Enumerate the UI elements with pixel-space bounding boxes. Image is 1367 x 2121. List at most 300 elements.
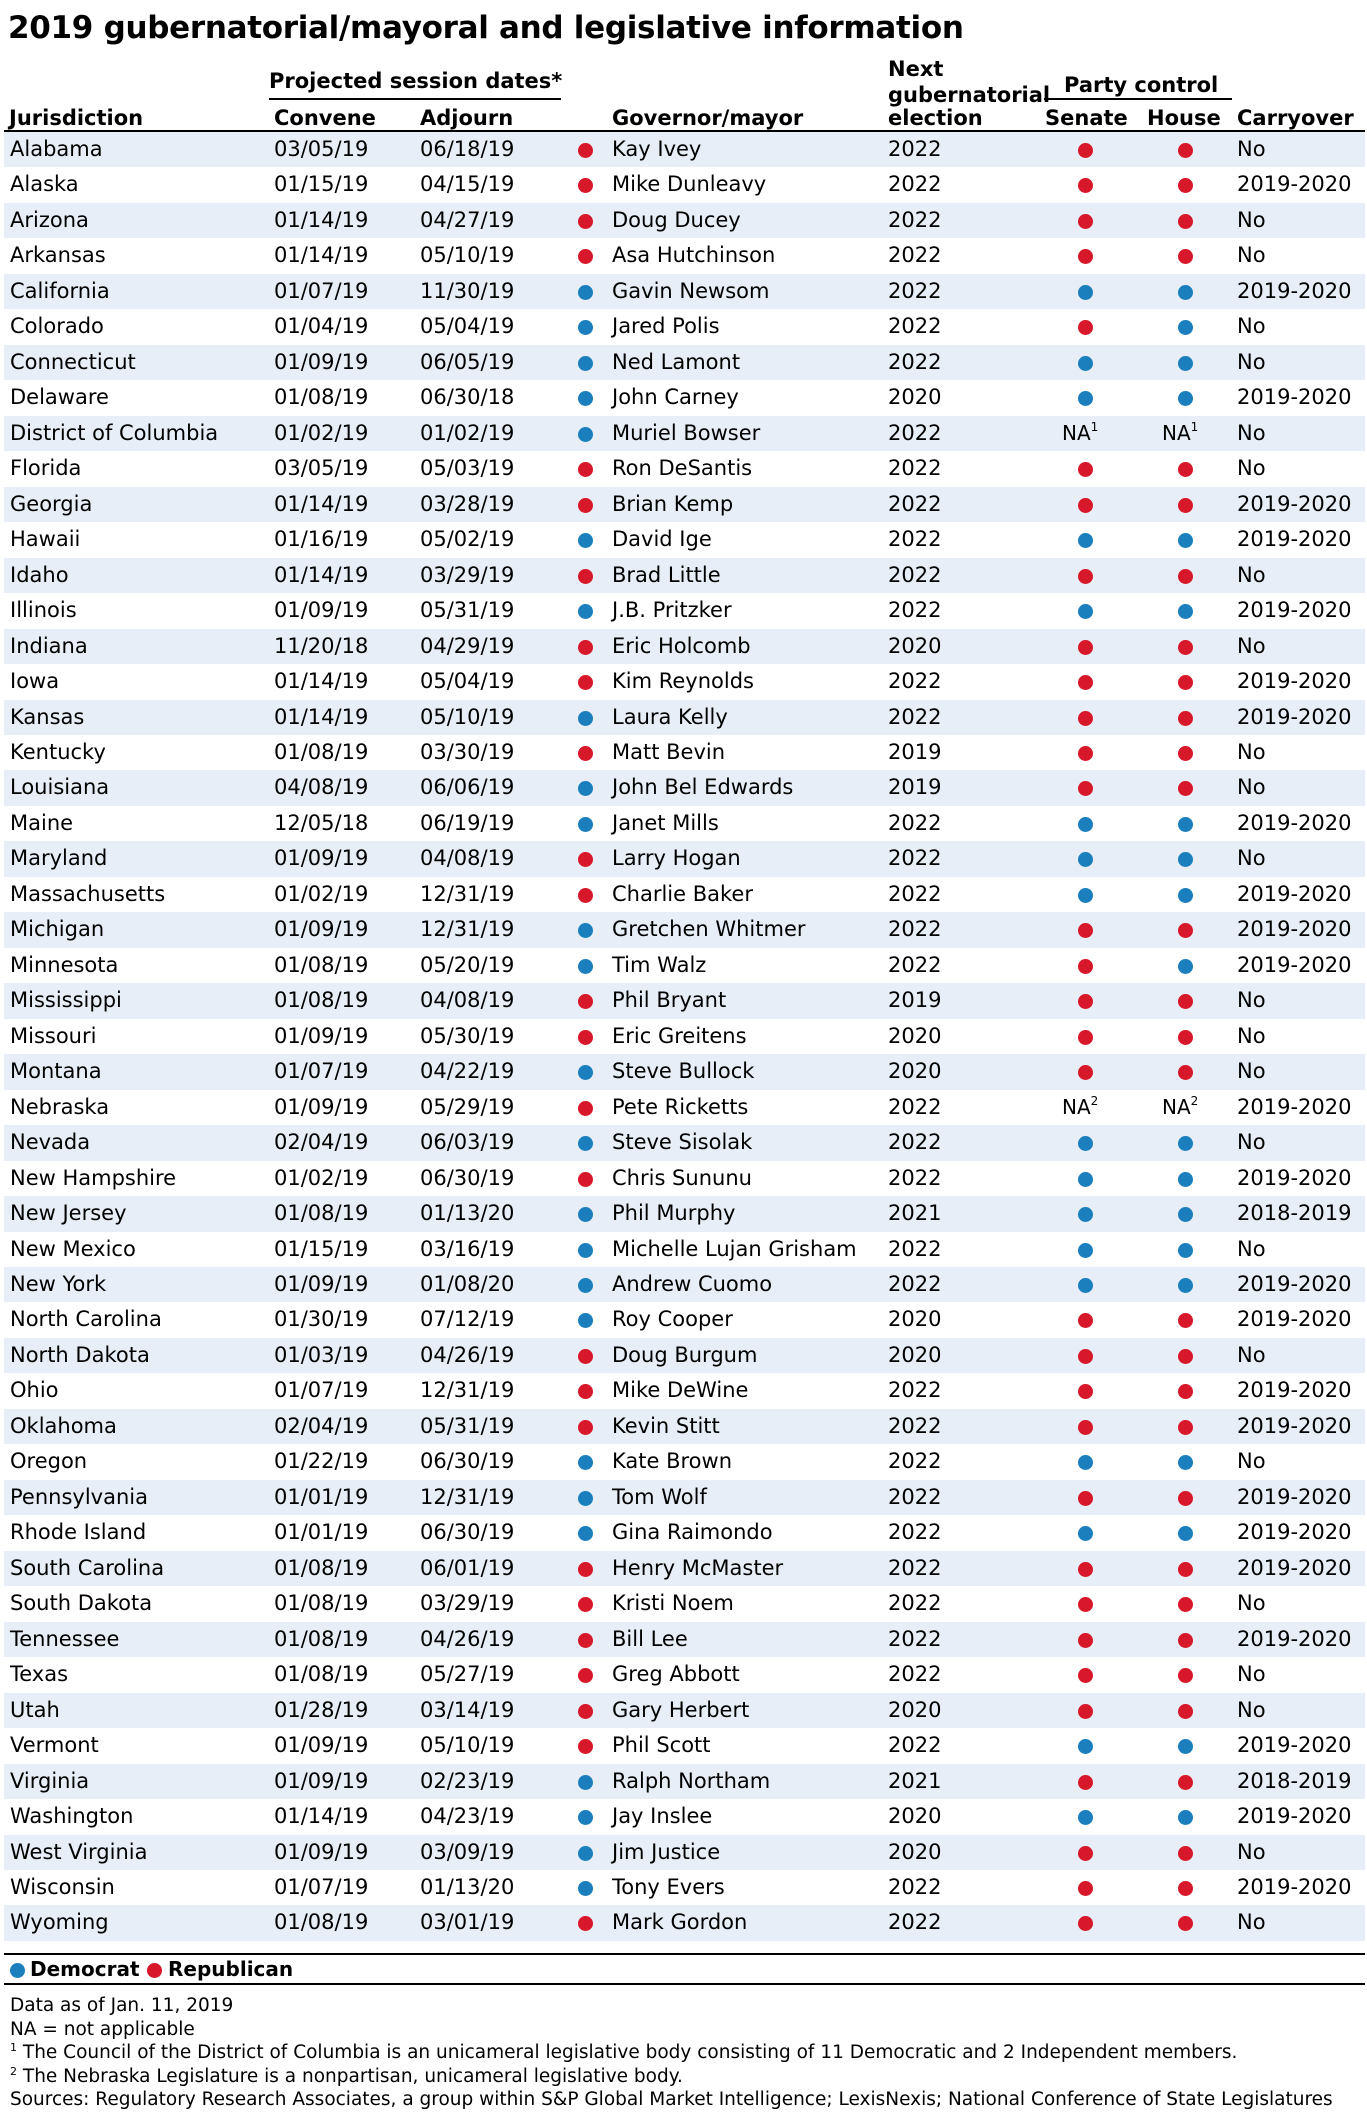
- governor-party-dot: [578, 498, 593, 513]
- carryover-cell: No: [1237, 1236, 1266, 1261]
- table-row: [4, 274, 1365, 309]
- jurisdiction-cell: North Carolina: [10, 1307, 162, 1332]
- carryover-cell: 2019-2020: [1237, 1804, 1352, 1829]
- next-election-header-3: election: [888, 106, 983, 130]
- house-party-dot: [1178, 1384, 1193, 1399]
- page-title: 2019 gubernatorial/mayoral and legislative information: [8, 10, 964, 46]
- house-party-dot: [1178, 1846, 1193, 1861]
- convene-date-cell: 01/08/19: [274, 1555, 369, 1580]
- house-party-dot: [1178, 1491, 1193, 1506]
- governor-name-cell: Henry McMaster: [612, 1555, 784, 1580]
- jurisdiction-cell: Hawaii: [10, 527, 81, 552]
- senate-party-dot: [1078, 1633, 1093, 1648]
- house-party-dot: [1178, 1704, 1193, 1719]
- carryover-cell: 2019-2020: [1237, 1733, 1352, 1758]
- senate-party-dot: [1078, 1172, 1093, 1187]
- senate-party-dot: [1078, 1278, 1093, 1293]
- democrat-legend-dot: [10, 1963, 25, 1978]
- data-as-of-note: Data as of Jan. 11, 2019: [10, 1995, 234, 2016]
- carryover-cell: No: [1237, 314, 1266, 339]
- senate-party-dot: [1078, 781, 1093, 796]
- convene-date-cell: 01/09/19: [274, 1768, 369, 1793]
- governor-name-cell: John Carney: [612, 385, 739, 410]
- senate-party-dot: [1078, 143, 1093, 158]
- house-na-text: NA: [1162, 1094, 1191, 1119]
- governor-party-dot: [578, 711, 593, 726]
- sources-note: Sources: Regulatory Research Associates, a group within S&P Global Market Intelligence; LexisNexis; National Conference of State Legislatures: [10, 2089, 1333, 2110]
- table-row: [4, 1196, 1365, 1231]
- next-election-cell: 2019: [888, 988, 942, 1013]
- jurisdiction-cell: Arkansas: [10, 243, 106, 268]
- senate-party-dot: [1078, 533, 1093, 548]
- carryover-cell: 2019-2020: [1237, 278, 1352, 303]
- adjourn-date-cell: 06/06/19: [420, 775, 515, 800]
- jurisdiction-cell: Connecticut: [10, 349, 136, 374]
- adjourn-date-cell: 06/18/19: [420, 137, 515, 161]
- table-row: [4, 1302, 1365, 1337]
- footnote-2-text: The Nebraska Legislature is a nonpartisan, unicameral legislative body.: [22, 2065, 683, 2087]
- jurisdiction-cell: Maine: [10, 810, 74, 835]
- governor-party-dot: [578, 462, 593, 477]
- house-header: House: [1147, 106, 1221, 130]
- table-row: [4, 1373, 1365, 1408]
- governor-party-dot: [578, 1810, 593, 1825]
- jurisdiction-cell: Alaska: [10, 172, 79, 197]
- jurisdiction-cell: Wyoming: [10, 1910, 109, 1935]
- governor-name-cell: Chris Sununu: [612, 1165, 752, 1190]
- convene-date-cell: 01/28/19: [274, 1697, 369, 1722]
- next-election-cell: 2022: [888, 917, 942, 942]
- house-party-dot: [1178, 1916, 1193, 1931]
- governor-party-dot: [578, 1846, 593, 1861]
- house-party-dot: [1178, 1455, 1193, 1470]
- convene-date-cell: 01/02/19: [274, 420, 369, 445]
- convene-date-cell: 01/08/19: [274, 1662, 369, 1687]
- senate-party-dot: [1078, 888, 1093, 903]
- next-election-cell: 2019: [888, 739, 942, 764]
- governor-name-cell: Kevin Stitt: [612, 1413, 720, 1438]
- carryover-cell: 2019-2020: [1237, 1094, 1352, 1119]
- senate-party-dot: [1078, 1810, 1093, 1825]
- governor-header: Governor/mayor: [612, 106, 804, 130]
- governor-name-cell: Laura Kelly: [612, 704, 728, 729]
- footnote-1-mark: 1: [10, 2041, 17, 2054]
- convene-date-cell: 01/14/19: [274, 669, 369, 694]
- adjourn-date-cell: 03/28/19: [420, 491, 515, 516]
- house-party-dot: [1178, 391, 1193, 406]
- jurisdiction-cell: Maryland: [10, 846, 108, 871]
- adjourn-date-cell: 04/23/19: [420, 1804, 515, 1829]
- senate-party-dot: [1078, 1562, 1093, 1577]
- table-row: [4, 1409, 1365, 1444]
- carryover-header: Carryover: [1237, 106, 1354, 130]
- next-election-cell: 2022: [888, 1910, 942, 1935]
- convene-date-cell: 01/08/19: [274, 385, 369, 410]
- jurisdiction-table: [4, 130, 1365, 1941]
- house-party-dot: [1178, 462, 1193, 477]
- governor-party-dot: [578, 178, 593, 193]
- senate-party-dot: [1078, 959, 1093, 974]
- governor-name-cell: Tony Evers: [612, 1874, 725, 1899]
- governor-name-cell: Pete Ricketts: [612, 1094, 749, 1119]
- next-election-cell: 2022: [888, 1272, 942, 1296]
- governor-party-dot: [578, 1101, 593, 1116]
- adjourn-date-cell: 04/26/19: [420, 1626, 515, 1651]
- governor-party-dot: [578, 1136, 593, 1151]
- convene-date-cell: 01/03/19: [274, 1342, 369, 1367]
- next-election-cell: 2020: [888, 1804, 942, 1829]
- senate-party-dot: [1078, 214, 1093, 229]
- next-election-cell: 2020: [888, 1059, 942, 1084]
- table-row: [4, 1693, 1365, 1728]
- table-row: [4, 487, 1365, 522]
- table-row: [4, 416, 1365, 451]
- na-note: NA = not applicable: [10, 2018, 195, 2040]
- convene-date-cell: 01/07/19: [274, 278, 369, 303]
- house-party-dot: [1178, 1881, 1193, 1896]
- next-election-cell: 2020: [888, 385, 942, 410]
- governor-name-cell: Ned Lamont: [612, 349, 741, 374]
- convene-date-cell: 01/22/19: [274, 1449, 369, 1474]
- next-election-cell: 2021: [888, 1768, 942, 1793]
- senate-party-dot: [1078, 462, 1093, 477]
- senate-party-dot: [1078, 1136, 1093, 1151]
- convene-date-cell: 01/09/19: [274, 1023, 369, 1048]
- carryover-cell: No: [1237, 349, 1266, 374]
- next-election-cell: 2020: [888, 1023, 942, 1048]
- senate-na-footnote-mark: 2: [1090, 1093, 1099, 1108]
- table-row: [4, 238, 1365, 273]
- governor-name-cell: Gary Herbert: [612, 1697, 750, 1722]
- house-party-dot: [1178, 249, 1193, 264]
- convene-date-cell: 01/08/19: [274, 988, 369, 1013]
- governor-name-cell: Charlie Baker: [612, 881, 753, 906]
- next-election-cell: 2020: [888, 1839, 942, 1864]
- next-election-cell: 2022: [888, 1520, 942, 1545]
- convene-date-cell: 01/14/19: [274, 207, 369, 232]
- carryover-cell: No: [1237, 633, 1266, 658]
- house-na: [1162, 416, 1198, 451]
- governor-name-cell: Tom Wolf: [612, 1484, 707, 1509]
- carryover-cell: No: [1237, 775, 1266, 800]
- table-row: [4, 1551, 1365, 1586]
- carryover-cell: 2019-2020: [1237, 881, 1352, 906]
- house-party-dot: [1178, 1775, 1193, 1790]
- next-election-cell: 2022: [888, 881, 942, 906]
- convene-date-cell: 02/04/19: [274, 1130, 369, 1155]
- convene-date-cell: 01/30/19: [274, 1307, 369, 1332]
- jurisdiction-cell: Pennsylvania: [10, 1484, 148, 1509]
- governor-name-cell: Gretchen Whitmer: [612, 917, 806, 942]
- next-election-cell: 2022: [888, 420, 942, 445]
- governor-party-dot: [578, 1313, 593, 1328]
- adjourn-date-cell: 06/30/19: [420, 1520, 515, 1545]
- house-party-dot: [1178, 604, 1193, 619]
- house-party-dot: [1178, 1278, 1193, 1293]
- jurisdiction-cell: Idaho: [10, 562, 69, 587]
- convene-date-cell: 02/04/19: [274, 1413, 369, 1438]
- house-party-dot: [1178, 285, 1193, 300]
- adjourn-date-cell: 04/26/19: [420, 1342, 515, 1367]
- senate-party-dot: [1078, 746, 1093, 761]
- governor-name-cell: Kate Brown: [612, 1449, 733, 1474]
- governor-name-cell: Mike Dunleavy: [612, 172, 767, 197]
- next-election-cell: 2022: [888, 810, 942, 835]
- jurisdiction-cell: California: [10, 278, 110, 303]
- republican-legend-dot: [147, 1963, 162, 1978]
- governor-name-cell: Phil Bryant: [612, 988, 727, 1013]
- table-row: [4, 1338, 1365, 1373]
- jurisdiction-cell: Nebraska: [10, 1094, 110, 1119]
- adjourn-date-cell: 03/29/19: [420, 562, 515, 587]
- governor-name-cell: Michelle Lujan Grisham: [612, 1236, 857, 1261]
- governor-name-cell: Matt Bevin: [612, 739, 726, 764]
- jurisdiction-cell: New York: [10, 1272, 107, 1296]
- convene-date-cell: 01/14/19: [274, 1804, 369, 1829]
- adjourn-date-cell: 04/08/19: [420, 846, 515, 871]
- table-row: [4, 1090, 1365, 1125]
- house-party-dot: [1178, 1633, 1193, 1648]
- convene-date-cell: 03/05/19: [274, 456, 369, 481]
- table-row: [4, 806, 1365, 841]
- jurisdiction-cell: Delaware: [10, 385, 109, 410]
- adjourn-date-cell: 03/01/19: [420, 1910, 515, 1935]
- senate-party-dot: [1078, 604, 1093, 619]
- jurisdiction-cell: Ohio: [10, 1378, 59, 1403]
- jurisdiction-cell: Colorado: [10, 314, 104, 339]
- senate-party-dot: [1078, 1526, 1093, 1541]
- senate-party-dot: [1078, 356, 1093, 371]
- convene-date-cell: 01/08/19: [274, 1591, 369, 1616]
- jurisdiction-cell: Oregon: [10, 1449, 88, 1474]
- adjourn-date-cell: 05/03/19: [420, 456, 515, 481]
- jurisdiction-cell: Illinois: [10, 598, 77, 623]
- senate-party-dot: [1078, 1739, 1093, 1754]
- table-row: [4, 1161, 1365, 1196]
- governor-party-dot: [578, 1065, 593, 1080]
- carryover-cell: 2019-2020: [1237, 810, 1352, 835]
- jurisdiction-cell: Nevada: [10, 1130, 91, 1155]
- carryover-cell: 2019-2020: [1237, 1555, 1352, 1580]
- governor-party-dot: [578, 959, 593, 974]
- next-election-cell: 2022: [888, 598, 942, 623]
- governor-party-dot: [578, 1916, 593, 1931]
- governor-name-cell: Janet Mills: [612, 810, 719, 835]
- governor-party-dot: [578, 888, 593, 903]
- adjourn-date-cell: 11/30/19: [420, 278, 515, 303]
- next-election-cell: 2022: [888, 1094, 942, 1119]
- adjourn-date-cell: 06/30/19: [420, 1449, 515, 1474]
- next-election-cell: 2022: [888, 669, 942, 694]
- adjourn-date-cell: 01/02/19: [420, 420, 515, 445]
- governor-party-dot: [578, 1526, 593, 1541]
- next-election-cell: 2022: [888, 1449, 942, 1474]
- party-control-underline: [1044, 98, 1232, 100]
- governor-party-dot: [578, 1172, 593, 1187]
- house-party-dot: [1178, 1739, 1193, 1754]
- footnote-1: [10, 2041, 1333, 2065]
- adjourn-date-cell: 05/10/19: [420, 243, 515, 268]
- governor-name-cell: Doug Ducey: [612, 207, 741, 232]
- jurisdiction-cell: Utah: [10, 1697, 60, 1722]
- next-election-cell: 2022: [888, 562, 942, 587]
- carryover-cell: No: [1237, 243, 1266, 268]
- carryover-cell: 2019-2020: [1237, 1484, 1352, 1509]
- governor-name-cell: Greg Abbott: [612, 1662, 740, 1687]
- senate-party-dot: [1078, 1668, 1093, 1683]
- next-election-cell: 2022: [888, 1555, 942, 1580]
- governor-party-dot: [578, 604, 593, 619]
- next-election-header-2: gubernatorial: [888, 83, 1051, 107]
- senate-na-footnote-mark: 1: [1090, 419, 1099, 434]
- table-row: [4, 1657, 1365, 1692]
- governor-name-cell: J.B. Pritzker: [612, 598, 732, 623]
- adjourn-date-cell: 03/16/19: [420, 1236, 515, 1261]
- house-party-dot: [1178, 1243, 1193, 1258]
- adjourn-date-cell: 05/02/19: [420, 527, 515, 552]
- next-election-cell: 2022: [888, 1236, 942, 1261]
- jurisdiction-cell: New Hampshire: [10, 1165, 177, 1190]
- senate-party-dot: [1078, 320, 1093, 335]
- convene-date-cell: 01/08/19: [274, 952, 369, 977]
- next-election-cell: 2022: [888, 1165, 942, 1190]
- carryover-cell: No: [1237, 846, 1266, 871]
- adjourn-date-cell: 06/05/19: [420, 349, 515, 374]
- carryover-cell: No: [1237, 739, 1266, 764]
- next-election-cell: 2022: [888, 1484, 942, 1509]
- next-election-cell: 2022: [888, 1626, 942, 1651]
- footnote-1-text: The Council of the District of Columbia is an unicameral legislative body consisting of 11 Democratic and 2 Independent members.: [22, 2042, 1238, 2063]
- next-election-cell: 2022: [888, 1874, 942, 1899]
- house-party-dot: [1178, 1136, 1193, 1151]
- carryover-cell: 2019-2020: [1237, 1413, 1352, 1438]
- adjourn-date-cell: 05/30/19: [420, 1023, 515, 1048]
- senate-na-text: NA: [1062, 420, 1091, 445]
- governor-party-dot: [578, 1562, 593, 1577]
- senate-party-dot: [1078, 1704, 1093, 1719]
- adjourn-date-cell: 05/29/19: [420, 1094, 515, 1119]
- jurisdiction-cell: South Dakota: [10, 1591, 153, 1616]
- table-row: [4, 1515, 1365, 1550]
- jurisdiction-cell: Georgia: [10, 491, 93, 516]
- governor-party-dot: [578, 214, 593, 229]
- house-party-dot: [1178, 1562, 1193, 1577]
- table-row: [4, 1728, 1365, 1763]
- governor-party-dot: [578, 1278, 593, 1293]
- jurisdiction-cell: Oklahoma: [10, 1413, 117, 1438]
- next-election-cell: 2022: [888, 243, 942, 268]
- governor-party-dot: [578, 1030, 593, 1045]
- jurisdiction-cell: Kansas: [10, 704, 85, 729]
- governor-name-cell: Gavin Newsom: [612, 278, 770, 303]
- governor-name-cell: Andrew Cuomo: [612, 1272, 773, 1296]
- table-row: [4, 700, 1365, 735]
- table-row: [4, 345, 1365, 380]
- governor-name-cell: Asa Hutchinson: [612, 243, 776, 268]
- carryover-cell: 2019-2020: [1237, 1520, 1352, 1545]
- governor-name-cell: Ralph Northam: [612, 1768, 771, 1793]
- table-row: [4, 664, 1365, 699]
- adjourn-date-cell: 12/31/19: [420, 1378, 515, 1403]
- convene-date-cell: 01/08/19: [274, 1626, 369, 1651]
- next-election-cell: 2022: [888, 1130, 942, 1155]
- senate-party-dot: [1078, 1030, 1093, 1045]
- governor-name-cell: Phil Scott: [612, 1733, 711, 1758]
- convene-date-cell: 01/01/19: [274, 1520, 369, 1545]
- carryover-cell: No: [1237, 988, 1266, 1013]
- governor-name-cell: Jay Inslee: [612, 1804, 713, 1829]
- adjourn-date-cell: 05/10/19: [420, 1733, 515, 1758]
- carryover-cell: 2019-2020: [1237, 598, 1352, 623]
- senate-party-dot: [1078, 1846, 1093, 1861]
- governor-name-cell: Eric Greitens: [612, 1023, 747, 1048]
- adjourn-date-cell: 04/29/19: [420, 633, 515, 658]
- house-party-dot: [1178, 1065, 1193, 1080]
- convene-date-cell: 03/05/19: [274, 137, 369, 161]
- convene-date-cell: 01/09/19: [274, 349, 369, 374]
- table-row: [4, 1125, 1365, 1160]
- governor-name-cell: Steve Bullock: [612, 1059, 755, 1084]
- adjourn-date-cell: 01/08/20: [420, 1272, 515, 1296]
- next-election-header-1: Next: [888, 57, 944, 81]
- house-party-dot: [1178, 214, 1193, 229]
- table-row: [4, 1267, 1365, 1302]
- governor-party-dot: [578, 994, 593, 1009]
- governor-party-dot: [578, 320, 593, 335]
- governor-name-cell: Kim Reynolds: [612, 669, 754, 694]
- senate-party-dot: [1078, 498, 1093, 513]
- table-row: [4, 1622, 1365, 1657]
- adjourn-date-cell: 04/22/19: [420, 1059, 515, 1084]
- house-party-dot: [1178, 1030, 1193, 1045]
- jurisdiction-cell: Tennessee: [10, 1626, 120, 1651]
- convene-date-cell: 01/14/19: [274, 243, 369, 268]
- party-control-header: Party control: [1064, 73, 1219, 97]
- jurisdiction-cell: Vermont: [10, 1733, 99, 1758]
- adjourn-header: Adjourn: [420, 106, 514, 130]
- table-row: [4, 167, 1365, 202]
- governor-party-dot: [578, 746, 593, 761]
- next-election-cell: 2022: [888, 1662, 942, 1687]
- adjourn-date-cell: 12/31/19: [420, 917, 515, 942]
- next-election-cell: 2020: [888, 633, 942, 658]
- governor-name-cell: Gina Raimondo: [612, 1520, 773, 1545]
- jurisdiction-cell: Alabama: [10, 137, 103, 161]
- table-row: [4, 983, 1365, 1018]
- senate-header: Senate: [1045, 106, 1128, 130]
- table-row: [4, 1232, 1365, 1267]
- senate-party-dot: [1078, 1455, 1093, 1470]
- adjourn-date-cell: 05/31/19: [420, 1413, 515, 1438]
- senate-party-dot: [1078, 1491, 1093, 1506]
- next-election-cell: 2022: [888, 314, 942, 339]
- jurisdiction-cell: New Jersey: [10, 1201, 127, 1226]
- adjourn-date-cell: 06/03/19: [420, 1130, 515, 1155]
- jurisdiction-cell: Virginia: [10, 1768, 90, 1793]
- adjourn-date-cell: 03/09/19: [420, 1839, 515, 1864]
- governor-name-cell: David Ige: [612, 527, 712, 552]
- jurisdiction-cell: Louisiana: [10, 775, 110, 800]
- house-na-footnote-mark: 1: [1190, 419, 1199, 434]
- governor-party-dot: [578, 1704, 593, 1719]
- convene-date-cell: 01/08/19: [274, 739, 369, 764]
- house-party-dot: [1178, 533, 1193, 548]
- convene-date-cell: 01/14/19: [274, 704, 369, 729]
- governor-name-cell: John Bel Edwards: [612, 775, 794, 800]
- convene-date-cell: 01/09/19: [274, 1733, 369, 1758]
- convene-date-cell: 01/15/19: [274, 172, 369, 197]
- table-row: [4, 558, 1365, 593]
